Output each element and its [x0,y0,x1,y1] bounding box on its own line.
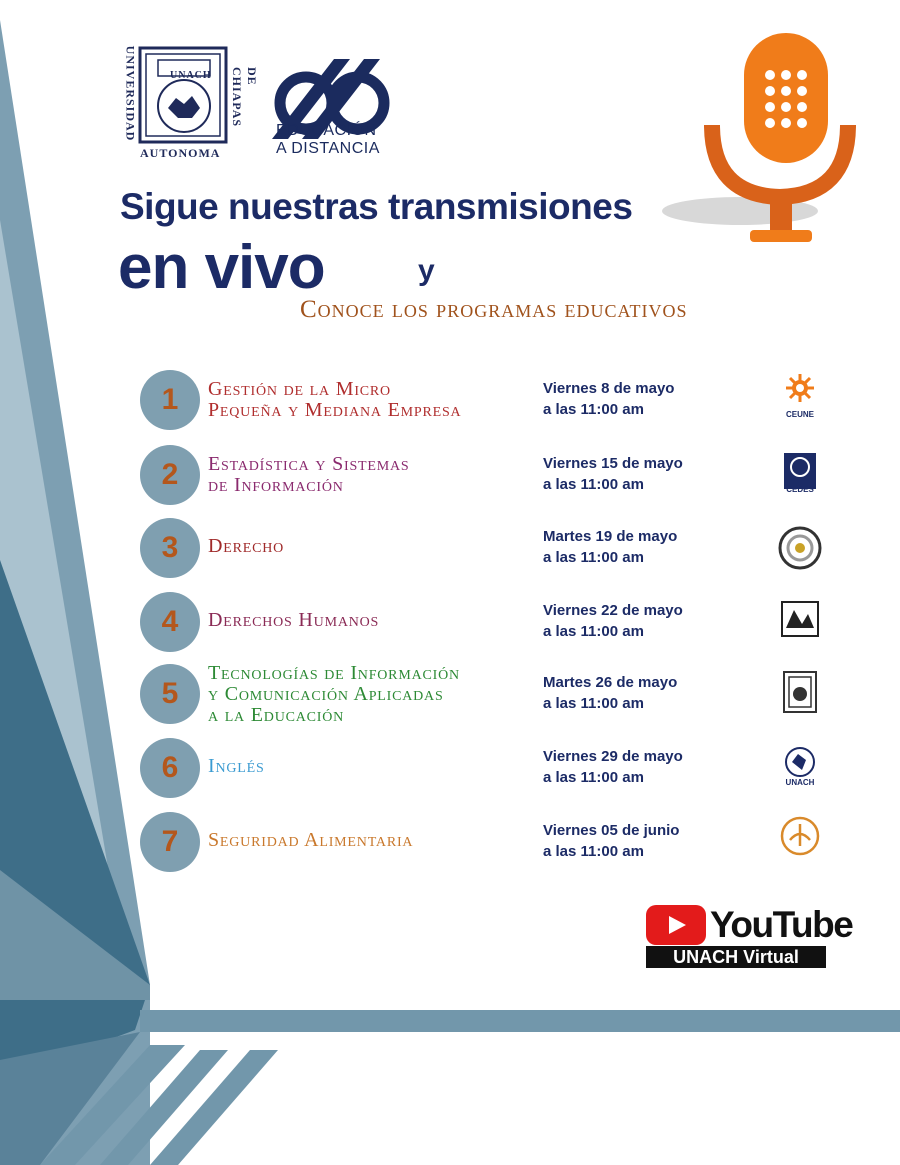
unach-left-text: UNIVERSIDAD [123,45,138,142]
unach-crest-logo [772,666,828,722]
program-title [208,610,379,631]
cecocise-logo [772,594,828,650]
program-number: 1 [140,370,200,430]
youtube-channel[interactable]: UNACH Virtual [646,946,826,968]
program-date: Viernes 05 de junio [543,822,680,839]
program-title [208,830,413,851]
program-title-line: a la Educación [208,703,345,726]
cedes-logo [772,447,828,503]
headline-subtitle: Conoce los programas educativos [300,296,688,323]
languages-logo-icon [772,740,828,796]
unach-bottom-text: AUTONOMA [140,146,221,160]
unach-right-text: DE CHIAPAS [230,66,260,128]
program-time: a las 11:00 am [543,769,644,786]
program-title-line: Inglés [208,754,265,777]
program-schedule [543,453,683,495]
ceune-logo-icon [772,372,828,428]
program-date: Viernes 15 de mayo [543,455,683,472]
program-schedule [543,746,683,788]
program-date: Viernes 29 de mayo [543,748,683,765]
unach-logo [118,42,260,164]
program-number: 2 [140,445,200,505]
headline-connector: y [418,254,435,287]
program-schedule [543,378,674,420]
unach-badge: UNACH [170,70,212,81]
program-date: Viernes 8 de mayo [543,380,675,397]
program-title [208,756,265,777]
program-logo-text: UNACH [785,778,815,787]
program-title-line: Derechos Humanos [208,608,380,631]
program-time: a las 11:00 am [543,401,644,418]
program-date: Martes 26 de mayo [543,674,678,691]
program-number: 7 [140,812,200,872]
cedes-logo-icon [772,447,828,503]
distance-education-label [276,122,380,158]
program-title-line: de Información [208,474,344,496]
headline-line1: Sigue nuestras transmisiones [120,186,633,227]
program-schedule [543,820,679,862]
program-title-line: Derecho [208,534,285,557]
program-time: a las 11:00 am [543,843,644,860]
program-title [208,454,410,496]
program-schedule [543,672,677,714]
program-date: Viernes 22 de mayo [543,602,683,619]
headline-line2: en vivo [118,233,325,302]
program-title-line: Pequeña y Mediana Empresa [208,399,462,421]
program-title-line: y Comunicación Aplicadas [208,682,444,705]
program-schedule [543,600,683,642]
program-time: a las 11:00 am [543,695,644,712]
youtube-wordmark: YouTube [710,904,853,945]
program-number: 4 [140,592,200,652]
youtube-play-icon [646,905,706,945]
program-schedule [543,526,677,568]
program-title [208,663,460,726]
program-logo-text: CEUNE [785,410,814,419]
program-time: a las 11:00 am [543,623,644,640]
program-title-line: Estadística y Sistemas [208,453,410,475]
program-time: a las 11:00 am [543,549,644,566]
program-title-line: Seguridad Alimentaria [208,828,414,851]
food-security-logo-icon [772,814,828,870]
program-number: 3 [140,518,200,578]
program-time: a las 11:00 am [543,476,644,493]
distance-education-line1: EDUCACIÓN [276,122,377,139]
law-seal-logo-icon [772,520,828,576]
bottom-stripe [140,1010,900,1032]
law-seal-logo [772,520,828,576]
program-title-line: Gestión de la Micro [208,378,391,400]
program-title [208,379,461,421]
microphone-icon [640,25,880,255]
distance-education-line2: A DISTANCIA [276,140,380,157]
program-number: 6 [140,738,200,798]
languages-logo [772,740,828,796]
program-date: Martes 19 de mayo [543,528,678,545]
food-security-logo [772,814,828,870]
cecocise-logo-icon [772,594,828,650]
ceune-logo [772,372,828,428]
unach-crest-logo-icon [772,666,828,722]
program-title-line: Tecnologías de Información [208,661,460,684]
program-logo-text: CEDES [786,485,814,494]
program-number: 5 [140,664,200,724]
program-title [208,536,284,557]
